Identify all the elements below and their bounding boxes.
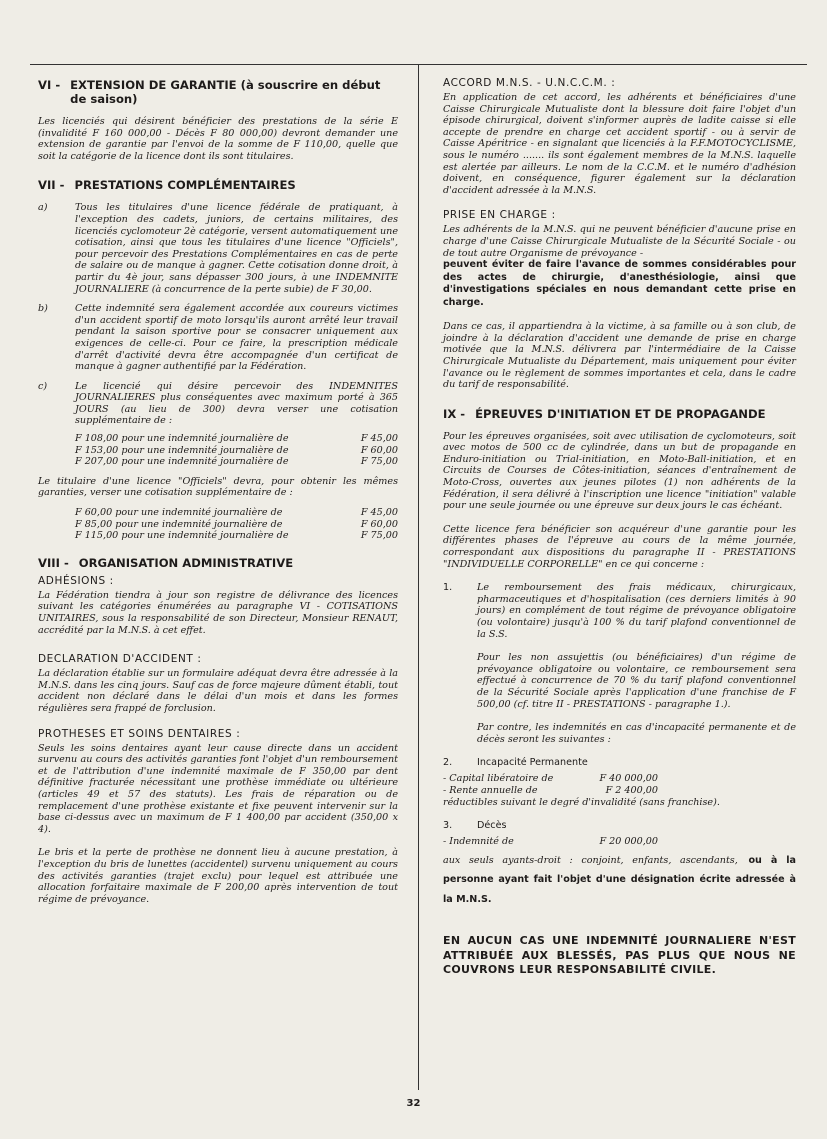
incapacite-note: réductibles suivant le degré d'invalidité (sans franchise). bbox=[443, 796, 720, 808]
section-title: ÉPREUVES D'INITIATION ET DE PROPAGANDE bbox=[475, 406, 766, 421]
rate-text: - Rente annuelle de bbox=[443, 784, 538, 796]
left-column bbox=[38, 72, 398, 905]
rate-row bbox=[75, 445, 398, 457]
rate-amount: F 45,00 bbox=[360, 433, 398, 445]
item-number: 1. bbox=[443, 582, 453, 594]
rate-text: F 153,00 pour une indemnité journalière de bbox=[75, 444, 289, 456]
numbered-item-3 bbox=[443, 820, 796, 832]
item-number: 3. bbox=[443, 820, 453, 832]
rate-row bbox=[75, 433, 398, 445]
section-vi-heading bbox=[38, 78, 398, 106]
officiels-text: Le titulaire d'une licence "Officiels" devra, pour obtenir les mêmes garanties, verser une cotisation supplémentaire de : bbox=[38, 475, 398, 499]
section-number: VIII - bbox=[38, 555, 69, 570]
item-text: Cette indemnité sera également accordée aux coureurs victimes d'un accident sportif de moto lorsqu'ils auront arrêté leur travail pendant la saison sportive pour se consacrer uniquement aux exigences de celle-ci. Pour ce faire, la prescription médicale d'arrêt d'activité devra être accompagnée d'un certificat de manque à gagner authentifié par la Fédération. bbox=[75, 303, 398, 373]
rate-amount: F 75,00 bbox=[360, 530, 398, 542]
rate-text: F 207,00 pour une indemnité journalière de bbox=[75, 456, 289, 468]
item-text-3: Par contre, les indemnités en cas d'incapacité permanente et de décès seront les suivantes : bbox=[477, 722, 796, 745]
rate-row bbox=[75, 507, 398, 519]
deces-text-bold: ou à la personne ayant fait l'objet d'une désignation écrite adressée à la M.N.S. bbox=[443, 854, 796, 905]
rate-amount: F 75,00 bbox=[360, 456, 398, 468]
rate-row bbox=[443, 836, 658, 848]
section-number: VII - bbox=[38, 178, 65, 193]
final-notice: EN AUCUN CAS UNE INDEMNITÉ JOURNALIERE N'EST ATTRIBUÉE AUX BLESSÉS, PAS PLUS QUE NOUS NE COUVRONS LEUR RESPONSABILITÉ CIVILE. bbox=[443, 934, 796, 977]
item-text: Le remboursement des frais médicaux, chirurgicaux, pharmaceutiques et d'hospitalisation (ces derniers limités à 90 jours) en complément de tout régime de prévoyance obligatoire (ou volontaire) jusqu'à 100 % du tarif plafond conventionnel de la S.S. bbox=[477, 582, 796, 640]
item-number: 2. bbox=[443, 757, 453, 769]
rate-text: F 60,00 pour une indemnité journalière de bbox=[75, 507, 283, 519]
item-c bbox=[38, 381, 398, 427]
rate-amount: F 40 000,00 bbox=[599, 773, 658, 785]
item-label: b) bbox=[38, 303, 48, 315]
accord-heading: ACCORD M.N.S. - U.N.C.C.M. : bbox=[443, 77, 616, 89]
adhesions-text: La Fédération tiendra à jour son registre de délivrance des licences suivant les catégories énumérées au paragraphe VI - COTISATIONS UNITAIRES, sous la responsabilité de son Directeur, Monsieur RENAUT, accrédité par la M.N.S. à cet effet. bbox=[38, 589, 398, 636]
rate-row bbox=[443, 773, 658, 785]
section-vi-text: Les licenciés qui désirent bénéficier des prestations de la série E (invalidité F 160 000,00 - Décès F 80 000,00) devront demander une extension de garantie par l'envoi de la somme de F 110,00, quelle que soit la catégorie de la licence dont ils sont titulaires. bbox=[38, 116, 398, 162]
protheses-text-2: Le bris et la perte de prothèse ne donnent lieu à aucune prestation, à l'exception du bris de lunettes (accidentel) survenu uniquement au cours des activités garanties (trajet exclu) pour lequel est attribuée une allocation forfaitaire maximale de F 200,00 après intervention de tout régime de prévoyance. bbox=[38, 847, 398, 905]
item-text: Le licencié qui désire percevoir des INDEMNITES JOURNALIERES plus conséquentes avec maximum porté à 365 JOURS (au lieu de 300) devra verser une cotisation supplémentaire de : bbox=[75, 380, 398, 427]
rate-amount: F 60,00 bbox=[360, 518, 398, 530]
officiels-rates-table bbox=[75, 507, 398, 542]
section-viii-heading bbox=[38, 556, 398, 570]
rate-text: F 108,00 pour une indemnité journalière de bbox=[75, 433, 289, 445]
section-title: ORGANISATION ADMINISTRATIVE bbox=[78, 555, 294, 570]
declaration-heading: DECLARATION D'ACCIDENT : bbox=[38, 653, 202, 666]
item-title: Décès bbox=[477, 820, 507, 832]
section-vii-heading bbox=[38, 178, 398, 192]
rate-row bbox=[443, 785, 658, 797]
protheses-text: Seuls les soins dentaires ayant leur cause directe dans un accident survenu au cours des activités garanties font l'objet d'un remboursement et de l'attribution d'une indemnité maximale de F 350,00 par dent définitive fracturée nécessitant une prothèse immédiate ou ultérieure (articles 49 et 57 des statuts). Les frais de réparation ou de remplacement d'une prothèse existante et fixe peuvent intervenir sur la base ci-dessus avec un maximum de F 1 400,00 par accident (350,00 x 4). bbox=[38, 742, 398, 835]
prise-heading: PRISE EN CHARGE : bbox=[443, 209, 556, 222]
item-label: a) bbox=[38, 202, 48, 214]
rates-table bbox=[75, 433, 398, 468]
item-text-2: Pour les non assujettis (ou bénéficiaires) d'un régime de prévoyance obligatoire ou volontaire, ce remboursement sera effectué à concurrence de 70 % du tarif plafond conventionnel de la Sécurité Sociale après l'application d'une franchise de F 500,00 (cf. titre II - PRESTATIONS - paragraphe 1.). bbox=[477, 652, 796, 710]
prise-text-2: Dans ce cas, il appartiendra à la victime, à sa famille ou à son club, de joindre à la déclaration d'accident une demande de prise en charge motivée que la M.N.S. délivrera par l'intermédiaire de la Caisse Chirurgicale Mutualiste du Département, mais uniquement pour éviter l'avance ou le règlement de sommes importantes et cela, dans le cadre du tarif de responsabilité. bbox=[443, 321, 796, 391]
column-divider bbox=[418, 64, 419, 1090]
numbered-item-2 bbox=[443, 757, 796, 769]
item-text: Tous les titulaires d'une licence fédérale de pratiquant, à l'exception des cadets, juniors, de certains militaires, des licenciés cyclomoteur 2è catégorie, versent automatiquement une cotisation, ainsi que tous les titulaires d'une licence "Officiels", pour percevoir des Prestations Complémentaires en cas de perte de salaire ou de manque à gagner. Cette cotisation donne droit, à partir du 4è jour, sans dépasser 300 jours, à une INDEMNITE JOURNALIERE (à concurrence de la perte subie) de F 30,00. bbox=[75, 202, 398, 295]
rate-text: F 85,00 pour une indemnité journalière de bbox=[75, 518, 283, 530]
section-title: PRESTATIONS COMPLÉMENTAIRES bbox=[74, 178, 296, 193]
accord-text: En application de cet accord, les adhérents et bénéficiaires d'une Caisse Chirurgicale Mutualiste dont la blessure doit faire l'objet d'un épisode chirurgical, doivent s'informer auprès de ladite caisse si elle accepte de prendre en charge cet accident sportif - ou à servir de Caisse Apéritrice - en signalant que licenciés à la F.F.MOTOCYCLISME, sous le numéro ....... ils sont également membres de la M.N.S. laquelle est alertée par ailleurs. Le nom de la C.C.M. et le numéro d'adhésion doivent, en conséquence, figurer également sur la déclaration d'accident adressée à la M.N.S. bbox=[443, 92, 796, 196]
item-b bbox=[38, 303, 398, 373]
right-column bbox=[443, 72, 796, 978]
prise-text: Les adhérents de la M.N.S. qui ne peuvent bénéficier d'aucune prise en charge d'une Caisse Chirurgicale Mutualiste de la Sécurité Sociale - ou de tout autre Organisme de prévoyance - bbox=[443, 224, 796, 259]
section-ix-heading bbox=[443, 407, 796, 421]
deces-text bbox=[443, 848, 796, 907]
rate-row bbox=[75, 456, 398, 468]
prise-text-bold: peuvent éviter de faire l'avance de sommes considérables pour des actes de chirurgie, d'anesthésiologie, ainsi que d'investigations spéciales en nous demandant cette prise en charge. bbox=[443, 259, 796, 308]
numbered-item-1 bbox=[443, 582, 796, 745]
item-a bbox=[38, 202, 398, 295]
rate-amount: F 45,00 bbox=[360, 507, 398, 519]
adhesions-heading: ADHÉSIONS : bbox=[38, 574, 114, 587]
rate-text: - Indemnité de bbox=[443, 836, 514, 848]
section-number: IX - bbox=[443, 406, 466, 421]
rate-row bbox=[75, 530, 398, 542]
section-ix-text: Pour les épreuves organisées, soit avec utilisation de cyclomoteurs, soit avec motos de 500 cc de cylindrée, dans un but de propagande en Enduro-initiation ou Trial-initiation, en Moto-Ball-initiation, et en Circuits de Courses de Côtes-initiation, séances d'entraînement de Moto-Cross, ouvertes aux jeunes pilotes (1) non adhérents de la Fédération, il sera délivré à l'inscription une licence "initiation" valable pour une seule journée ou une épreuve sur deux jours le cas échéant. bbox=[443, 430, 796, 512]
rate-amount: F 60,00 bbox=[360, 444, 398, 456]
section-title: EXTENSION DE GARANTIE (à souscrire en début de saison) bbox=[70, 78, 381, 106]
declaration-text: La déclaration établie sur un formulaire adéquat devra être adressée à la M.N.S. dans les cinq jours. Sauf cas de force majeure dûment établi, tout accident non déclaré dans le délai d'un mois et dans les formes régulières sera frappé de forclusion. bbox=[38, 668, 398, 714]
rate-amount: F 2 400,00 bbox=[605, 784, 658, 796]
item-title: Incapacité Permanente bbox=[477, 757, 588, 769]
rate-amount: F 20 000,00 bbox=[599, 836, 658, 848]
rate-row bbox=[75, 519, 398, 531]
rate-text: F 115,00 pour une indemnité journalière de bbox=[75, 530, 289, 542]
rate-text: - Capital libératoire de bbox=[443, 773, 554, 785]
deces-table bbox=[443, 836, 658, 848]
item-label: c) bbox=[38, 380, 48, 392]
incapacite-table bbox=[443, 773, 658, 796]
page-number: 32 bbox=[406, 1098, 421, 1109]
section-number: VI - bbox=[38, 78, 61, 92]
protheses-heading: PROTHESES ET SOINS DENTAIRES : bbox=[38, 727, 241, 740]
section-ix-text-2: Cette licence fera bénéficier son acquéreur d'une garantie pour les différentes phases de l'épreuve au cours de la même journée, correspondant aux dispositions du paragraphe II - PRESTATIONS "INDIVIDUELLE CORPORELLE" en ce qui concerne : bbox=[443, 523, 796, 570]
deces-text-italic: aux seuls ayants-droit : conjoint, enfants, ascendants, bbox=[443, 854, 738, 866]
